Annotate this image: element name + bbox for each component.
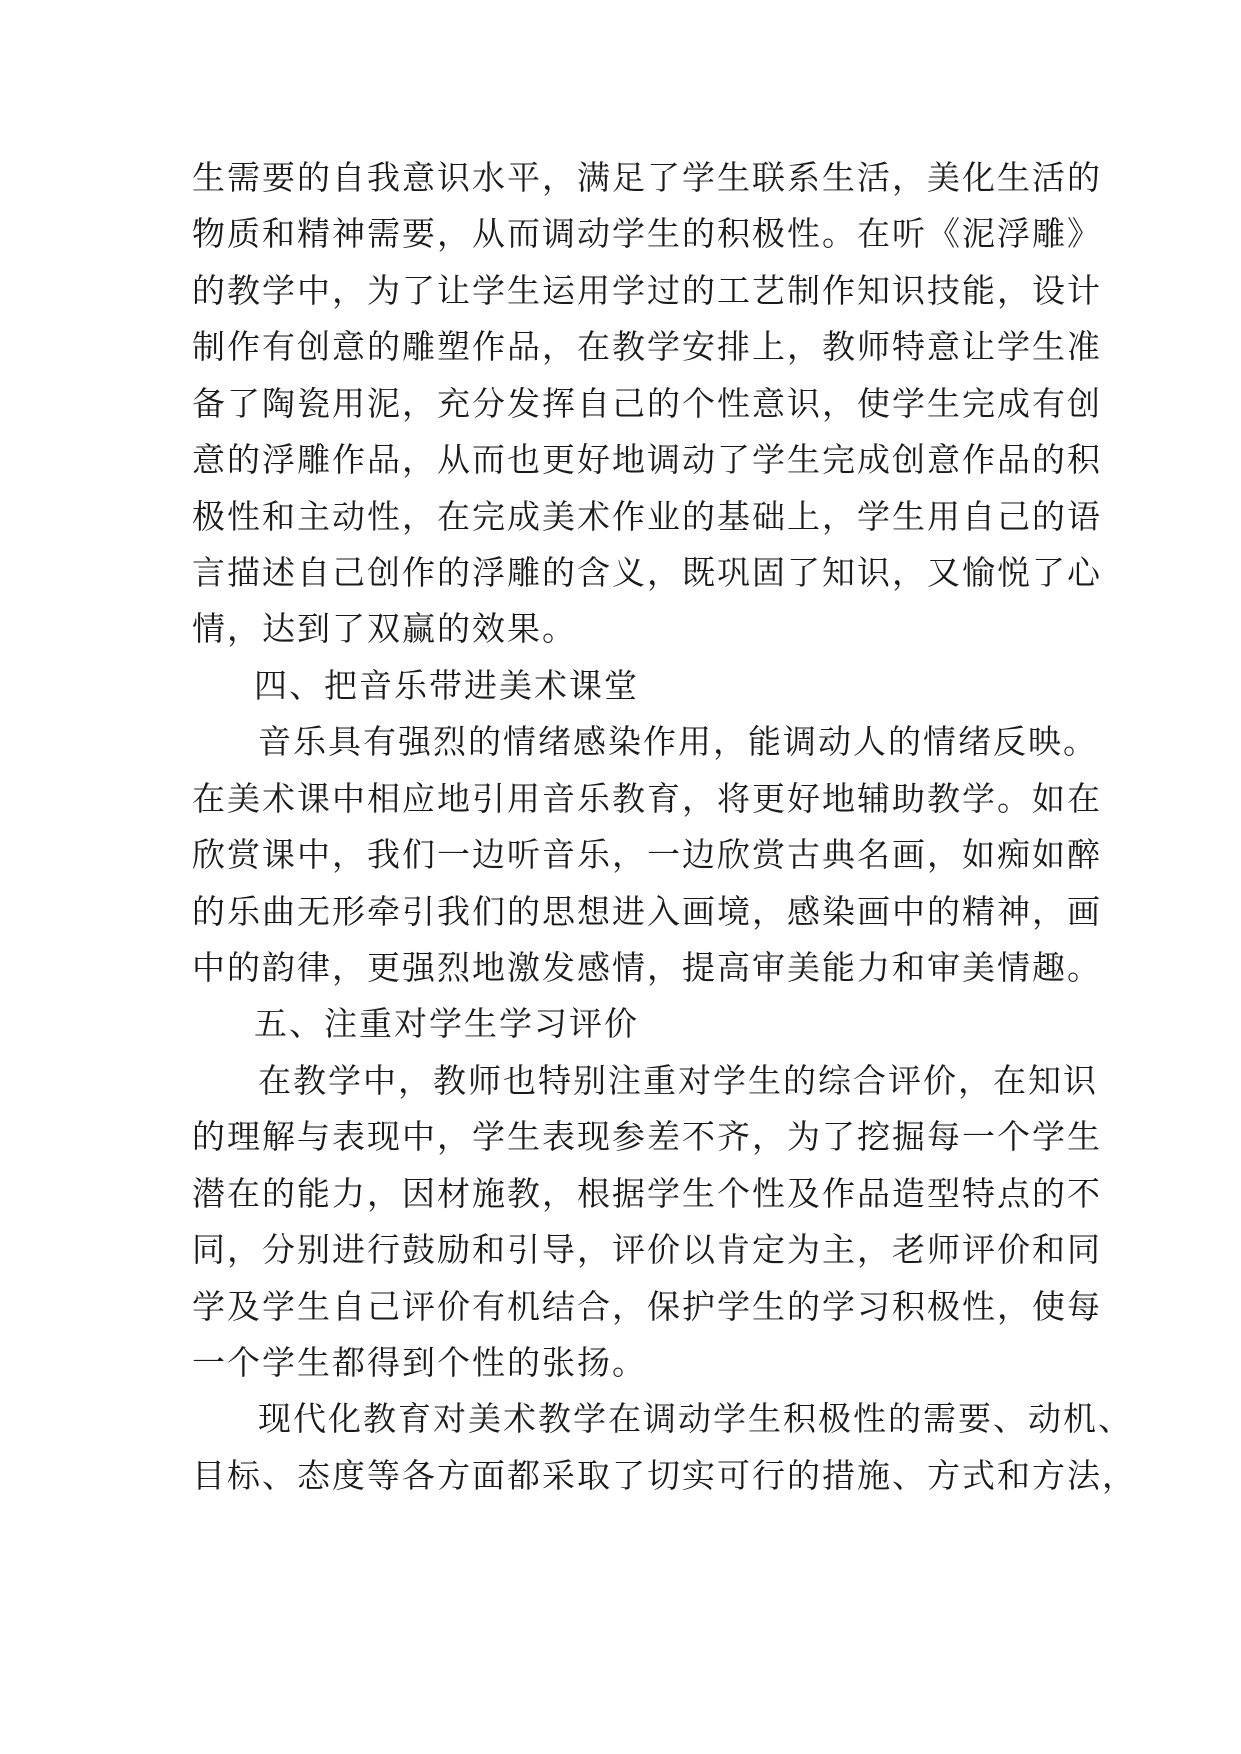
text-line: 目标、态度等各方面都采取了切实可行的措施、方式和方法， [192, 1456, 1137, 1495]
text-line: 制作有创意的雕塑作品，在教学安排上，教师特意让学生准 [192, 327, 1102, 366]
text-line: 的理解与表现中，学生表现参差不齐，为了挖掘每一个学生 [192, 1117, 1102, 1156]
text-line: 同，分别进行鼓励和引导，评价以肯定为主，老师评价和同 [192, 1230, 1102, 1269]
text-line: 一个学生都得到个性的张扬。 [192, 1343, 647, 1382]
section-heading: 五、注重对学生学习评价 [254, 1004, 639, 1043]
text-line: 的乐曲无形牵引我们的思想进入画境，感染画中的精神，画 [192, 892, 1102, 931]
paragraph-first-line: 现代化教育对美术教学在调动学生积极性的需要、动机、 [258, 1399, 1133, 1438]
text-line: 中的韵律，更强烈地激发感情，提高审美能力和审美情趣。 [192, 948, 1102, 987]
text-line: 备了陶瓷用泥，充分发挥自己的个性意识，使学生完成有创 [192, 384, 1102, 423]
text-line: 意的浮雕作品，从而也更好地调动了学生完成创意作品的积 [192, 440, 1102, 479]
section-heading: 四、把音乐带进美术课堂 [254, 666, 639, 705]
text-line: 物质和精神需要，从而调动学生的积极性。在听《泥浮雕》 [192, 214, 1102, 253]
text-line: 极性和主动性，在完成美术作业的基础上，学生用自己的语 [192, 497, 1102, 536]
paragraph-first-line: 在教学中，教师也特别注重对学生的综合评价，在知识 [258, 1061, 1098, 1100]
text-line: 潜在的能力，因材施教，根据学生个性及作品造型特点的不 [192, 1174, 1102, 1213]
text-line: 欣赏课中，我们一边听音乐，一边欣赏古典名画，如痴如醉 [192, 835, 1102, 874]
text-line: 生需要的自我意识水平，满足了学生联系生活，美化生活的 [192, 158, 1102, 197]
paragraph-first-line: 音乐具有强烈的情绪感染作用，能调动人的情绪反映。 [258, 722, 1098, 761]
text-line: 情，达到了双赢的效果。 [192, 609, 577, 648]
text-line: 学及学生自己评价有机结合，保护学生的学习积极性，使每 [192, 1287, 1102, 1326]
text-line: 的教学中，为了让学生运用学过的工艺制作知识技能，设计 [192, 271, 1102, 310]
text-line: 在美术课中相应地引用音乐教育，将更好地辅助教学。如在 [192, 779, 1102, 818]
text-line: 言描述自己创作的浮雕的含义，既巩固了知识，又愉悦了心 [192, 553, 1102, 592]
